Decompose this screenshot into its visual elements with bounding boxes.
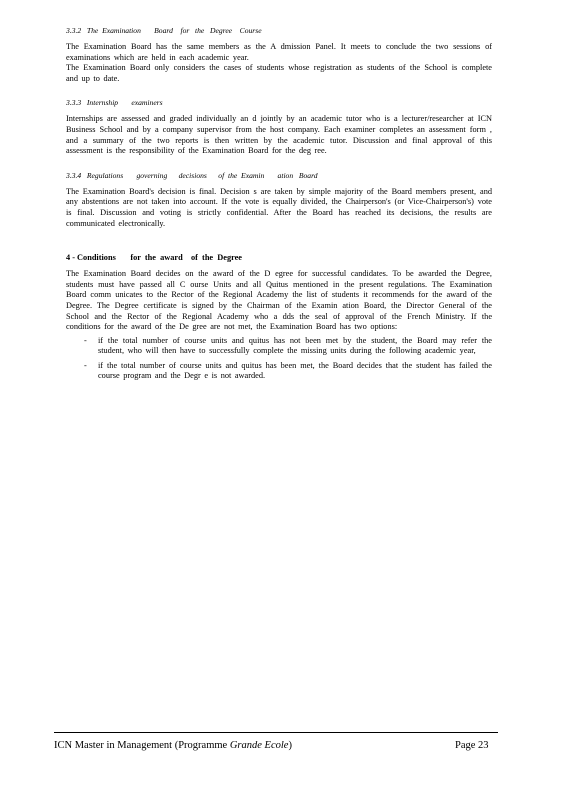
footer-title-italic: Grande Ecole [229, 740, 289, 751]
paragraph: Internships are assessed and graded individually an d jointly by an academic tutor who is a lecturer/researcher at ICN Business School and by a company supervisor from the host company. Each examiner completes an assessment form , and a summary of the two reports is then written by the academic tutor. Discussion and final approval of this assessment is the responsibility of the Examination Board for the deg ree. [66, 114, 492, 156]
footer-title-prefix: ICN Master in Management (Programme [54, 740, 230, 751]
section-3-3-2 [66, 26, 492, 84]
list-item-text: if the total number of course units and quitus has not been met by the student, the Board may refer the student, who will then have to successfully complete the missing units during the following academic year, [98, 335, 492, 356]
section-3-3-3 [66, 98, 492, 156]
document-page [66, 26, 492, 396]
options-list [66, 336, 492, 382]
paragraph: The Examination Board has the same members as the A dmission Panel. It meets to conclude the two sessions of examinations which are held in each academic year. [66, 42, 492, 62]
section-3-3-4 [66, 171, 492, 229]
page-number: Page 23 [455, 740, 489, 751]
section-heading: 3.3.4 Regulations governing decisions of the Examin ation Board [66, 170, 318, 180]
list-item [66, 361, 492, 382]
footer-divider [54, 732, 498, 733]
footer-title-suffix: ) [288, 740, 292, 751]
paragraph: The Examination Board decides on the award of the D egree for successful candidates. To be awarded the Degree, students must have passed all C ourse Units and all Quitus mentioned in the present regulations. The Examination Board comm unicates to the Rector of the Regional Academy the list of students it recommends for the award of the Degree. The Degree certificate is signed by the Chairman of the Examin ation Board, the Director General of the School and the Rector of the Regional Academy who a dds the seal of approval of the French Ministry. If the conditions for the award of the De gree are not met, the Examination Board has two options: [66, 269, 492, 332]
list-item [66, 336, 492, 357]
paragraph: The Examination Board's decision is final. Decision s are taken by simple majority of the Board members present, and any abstentions are not taken into account. If the vote is equally divided, the Chairperson's (or Vice-Chairperson's) vote is final. Discussion and voting is strictly confidential. After the Board has reached its decisions, the results are communicated electronically. [66, 186, 492, 228]
dash-bullet: - [84, 335, 87, 345]
section-4 [66, 253, 492, 382]
section-title: 4 - Conditions for the award of the Degree [66, 253, 242, 263]
list-item-text: if the total number of course units and quitus has been met, the Board decides that the student has failed the course program and the Degr e is not awarded. [98, 360, 492, 381]
dash-bullet: - [84, 360, 87, 370]
footer-title [54, 740, 292, 751]
paragraph: The Examination Board only considers the cases of students whose registration as students of the School is complete and up to date. [66, 63, 492, 83]
section-heading: 3.3.2 The Examination Board for the Degree Course [66, 26, 262, 35]
section-heading: 3.3.3 Internship examiners [66, 98, 163, 108]
